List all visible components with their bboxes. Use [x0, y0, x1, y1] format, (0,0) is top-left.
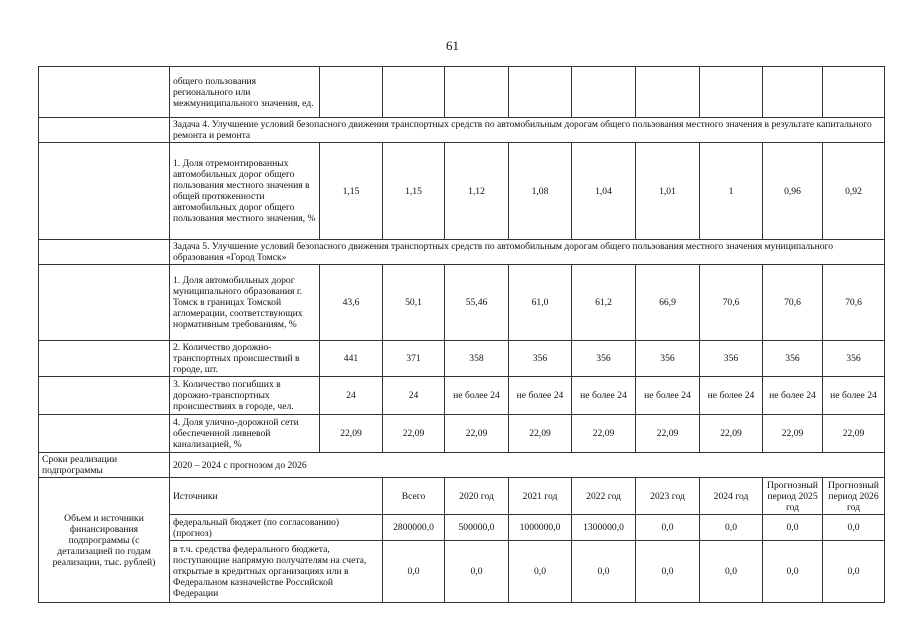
task-5-heading: Задача 5. Улучшение условий безопасного движения транспортных средств по автомобильным дорогам общего пользования местного значения муниципального образования «Город Томск» — [170, 240, 885, 265]
empty-cell — [823, 67, 885, 118]
funding-header-sources: Источники — [170, 478, 383, 515]
value-cell: 356 — [823, 341, 885, 377]
value-cell: не более 24 — [823, 377, 885, 415]
value-cell: 1,04 — [572, 143, 636, 240]
value-cell: 356 — [572, 341, 636, 377]
funding-source: в т.ч. средства федерального бюджета, поступающие напрямую получателям на счета, открытые в кредитных организациях или в Федеральном казначействе Российской Федерации — [170, 541, 383, 603]
table-row — [39, 377, 885, 415]
funding-header-row — [39, 478, 885, 515]
side-cell-empty — [39, 265, 170, 341]
value-cell: 22,09 — [320, 415, 383, 453]
funding-label: Объем и источники финансирования подпрограммы (с детализацией по годам реализации, тыс. рублей) — [39, 478, 170, 603]
value-cell: 55,46 — [445, 265, 509, 341]
funding-value: 2800000,0 — [383, 515, 445, 541]
value-cell: 356 — [509, 341, 572, 377]
value-cell: 70,6 — [700, 265, 763, 341]
value-cell: 358 — [445, 341, 509, 377]
task-heading-row — [39, 118, 885, 143]
value-cell: 1,08 — [509, 143, 572, 240]
funding-value: 0,0 — [700, 541, 763, 603]
value-cell: 22,09 — [700, 415, 763, 453]
table-row — [39, 415, 885, 453]
value-cell: 1,15 — [320, 143, 383, 240]
task-4-heading: Задача 4. Улучшение условий безопасного движения транспортных средств по автомобильным дорогам общего пользования местного значения в результате капитального ремонта и ремонта — [170, 118, 885, 143]
funding-value: 0,0 — [763, 541, 823, 603]
value-cell: 1,01 — [636, 143, 700, 240]
task-heading-row — [39, 240, 885, 265]
empty-cell — [509, 67, 572, 118]
side-cell-empty — [39, 67, 170, 118]
side-cell-empty — [39, 341, 170, 377]
funding-value: 500000,0 — [445, 515, 509, 541]
funding-value: 0,0 — [383, 541, 445, 603]
value-cell: 22,09 — [636, 415, 700, 453]
table-row — [39, 143, 885, 240]
side-cell-empty — [39, 118, 170, 143]
indicator-label: 1. Доля отремонтированных автомобильных дорог общего пользования местного значения в общей протяженности автомобильных дорог общего пользования местного значения, % — [170, 143, 320, 240]
funding-value: 0,0 — [763, 515, 823, 541]
value-cell: 24 — [383, 377, 445, 415]
indicator-label: общего пользования регионального или межмуниципального значения, ед. — [170, 67, 320, 118]
table-row — [39, 67, 885, 118]
value-cell: 50,1 — [383, 265, 445, 341]
timing-value: 2020 – 2024 с прогнозом до 2026 — [170, 453, 885, 478]
value-cell: 43,6 — [320, 265, 383, 341]
value-cell: 356 — [700, 341, 763, 377]
funding-value: 1300000,0 — [572, 515, 636, 541]
value-cell: 0,96 — [763, 143, 823, 240]
funding-header-total: Всего — [383, 478, 445, 515]
timing-row — [39, 453, 885, 478]
side-cell-empty — [39, 377, 170, 415]
empty-cell — [636, 67, 700, 118]
value-cell: 61,2 — [572, 265, 636, 341]
indicator-label: 4. Доля улично-дорожной сети обеспеченной ливневой канализацией, % — [170, 415, 320, 453]
value-cell: 22,09 — [509, 415, 572, 453]
value-cell: 0,92 — [823, 143, 885, 240]
funding-value: 0,0 — [572, 541, 636, 603]
value-cell: 22,09 — [572, 415, 636, 453]
empty-cell — [572, 67, 636, 118]
page-number: 61 — [446, 38, 459, 53]
value-cell: не более 24 — [636, 377, 700, 415]
value-cell: 22,09 — [823, 415, 885, 453]
value-cell: 441 — [320, 341, 383, 377]
indicators-table — [38, 66, 885, 603]
value-cell: 66,9 — [636, 265, 700, 341]
value-cell: 70,6 — [763, 265, 823, 341]
value-cell: не более 24 — [509, 377, 572, 415]
value-cell: не более 24 — [445, 377, 509, 415]
funding-source: федеральный бюджет (по согласованию) (прогноз) — [170, 515, 383, 541]
timing-label: Сроки реализации подпрограммы — [39, 453, 170, 478]
indicator-label: 1. Доля автомобильных дорог муниципального образования г. Томск в границах Томской агломерации, соответствующих нормативным требованиям, % — [170, 265, 320, 341]
funding-value: 1000000,0 — [509, 515, 572, 541]
funding-value: 0,0 — [823, 541, 885, 603]
empty-cell — [383, 67, 445, 118]
funding-header-2026: Прогнозный период 2026 год — [823, 478, 885, 515]
table-row — [39, 265, 885, 341]
value-cell: 1,12 — [445, 143, 509, 240]
funding-value: 0,0 — [823, 515, 885, 541]
value-cell: 24 — [320, 377, 383, 415]
empty-cell — [320, 67, 383, 118]
empty-cell — [445, 67, 509, 118]
value-cell: не более 24 — [763, 377, 823, 415]
side-cell-empty — [39, 143, 170, 240]
value-cell: 22,09 — [383, 415, 445, 453]
table-row — [39, 341, 885, 377]
funding-header-2023: 2023 год — [636, 478, 700, 515]
funding-header-2025: Прогнозный период 2025 год — [763, 478, 823, 515]
funding-value: 0,0 — [509, 541, 572, 603]
value-cell: 1 — [700, 143, 763, 240]
funding-value: 0,0 — [636, 541, 700, 603]
indicator-label: 3. Количество погибших в дорожно-транспортных происшествиях в городе, чел. — [170, 377, 320, 415]
indicator-label: 2. Количество дорожно-транспортных происшествий в городе, шт. — [170, 341, 320, 377]
value-cell: 371 — [383, 341, 445, 377]
funding-header-2020: 2020 год — [445, 478, 509, 515]
funding-value: 0,0 — [700, 515, 763, 541]
side-cell-empty — [39, 415, 170, 453]
funding-header-2022: 2022 год — [572, 478, 636, 515]
value-cell: 356 — [636, 341, 700, 377]
side-cell-empty — [39, 240, 170, 265]
value-cell: 70,6 — [823, 265, 885, 341]
value-cell: 22,09 — [445, 415, 509, 453]
funding-value: 0,0 — [636, 515, 700, 541]
funding-header-2024: 2024 год — [700, 478, 763, 515]
value-cell: 61,0 — [509, 265, 572, 341]
funding-value: 0,0 — [445, 541, 509, 603]
empty-cell — [763, 67, 823, 118]
value-cell: 356 — [763, 341, 823, 377]
value-cell: не более 24 — [572, 377, 636, 415]
value-cell: не более 24 — [700, 377, 763, 415]
value-cell: 22,09 — [763, 415, 823, 453]
empty-cell — [700, 67, 763, 118]
funding-header-2021: 2021 год — [509, 478, 572, 515]
value-cell: 1,15 — [383, 143, 445, 240]
